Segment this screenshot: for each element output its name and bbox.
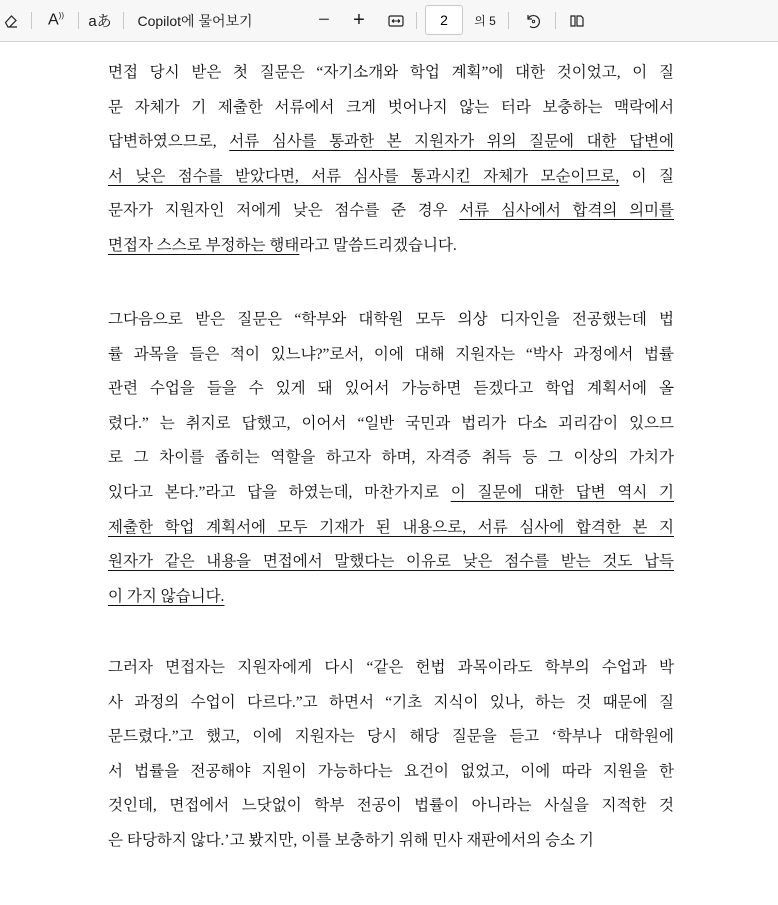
text-segment: 문 자체가 기 제출한 서류에서 크게 벗어나지 않는 터라 보충하는 맥락에서 (108, 98, 674, 116)
translate-button[interactable] (86, 0, 114, 41)
divider (508, 12, 509, 29)
text-segment: 그다음으로 받은 질문은 “학부와 대학원 모두 의상 디자인을 전공했는데 법 (108, 311, 674, 328)
text-line (108, 482, 674, 504)
zoom-in-button[interactable] (347, 0, 371, 41)
two-page-icon (569, 13, 585, 29)
text-segment: 이 질 (619, 167, 674, 185)
divider (31, 12, 32, 29)
translate-icon: aあ (88, 13, 112, 30)
text-line (108, 131, 674, 153)
underlined-text: 서류 심사를 통과한 본 지원자가 위의 질문에 대한 답변에 (229, 133, 674, 151)
text-segment: 로 그 차이를 좁히는 역할을 하고자 하며, 자격증 취득 등 그 이상의 가치가 (108, 449, 674, 467)
text-line (108, 657, 674, 679)
erase-button[interactable] (0, 0, 22, 41)
page-total-label: 의 5 (474, 14, 496, 28)
text-line (108, 235, 674, 257)
text-segment: 서 법률을 전공해야 지원이 가능하다는 요건이 없었고, 이에 따라 지원을 한 (108, 762, 674, 780)
text-segment: 있다고 본다.”라고 답을 하였는데, 마찬가지로 (108, 484, 451, 501)
text-segment: 률 과목을 들은 적이 있느냐?”로서, 이에 대해 지원자는 “박사 과정에서 법률 (108, 345, 674, 363)
fit-width-icon (388, 14, 404, 28)
text-line (108, 97, 674, 119)
pdf-toolbar (0, 0, 778, 42)
text-line (108, 62, 674, 84)
zoom-out-button[interactable] (312, 0, 336, 41)
text-segment: 문드렸다.”고 했고, 이에 지원자는 당시 해당 질문을 듣고 ‘학부나 대학원에 (108, 728, 674, 746)
text-line (108, 830, 674, 852)
divider (123, 12, 124, 29)
plus-icon: + (353, 9, 365, 31)
text-segment: 사 과정의 수업이 다르다.”고 하면서 “기초 지식이 있나, 하는 것 때문에 질 (108, 693, 674, 711)
text-line (108, 586, 674, 608)
copilot-button[interactable] (132, 0, 258, 41)
text-segment: 것인데, 면접에서 느닷없이 학부 전공이 법률이 아니라는 사실을 지적한 것 (108, 797, 674, 815)
underlined-text: 이 질문에 대한 답변 역시 기 (450, 484, 674, 501)
read-aloud-button[interactable] (42, 0, 70, 41)
text-line (108, 517, 674, 539)
fit-width-button[interactable] (383, 0, 409, 41)
page-number-input[interactable] (425, 5, 463, 35)
read-aloud-icon: A)) (48, 11, 64, 29)
underlined-text: 서 낮은 점수를 받았다면, 서류 심사를 통과시킨 자체가 모순이므로, (108, 167, 620, 185)
text-line (108, 795, 674, 817)
text-segment: 문자가 지원자인 저에게 낮은 점수를 준 경우 (108, 202, 460, 220)
underlined-text: 면접자 스스로 부정하는 행태 (108, 237, 300, 254)
underlined-text: 원자가 같은 내용을 면접에서 말했다는 이유로 낮은 점수를 받는 것도 납득 (108, 553, 674, 571)
text-segment: 렸다.” 는 취지로 답했고, 이어서 “일반 국민과 법리가 다소 괴리감이 있으므 (108, 414, 674, 432)
copilot-label: Copilot에 물어보기 (137, 12, 253, 29)
read-aloud-glyph: A (48, 11, 59, 29)
text-segment: 라고 말씀드리겠습니다. (299, 237, 457, 254)
underlined-text: 서류 심사에서 합격의 의미를 (459, 202, 674, 220)
underlined-text: 제출한 학업 계획서에 모두 기재가 된 내용으로, 서류 심사에 합격한 본 지 (108, 518, 674, 536)
page-view-button[interactable] (564, 0, 590, 41)
text-line (108, 200, 674, 222)
text-line (108, 726, 674, 748)
rotate-button[interactable] (520, 0, 546, 41)
divider (78, 12, 79, 29)
text-segment: 답변하였으므로, (108, 133, 230, 151)
divider (555, 12, 556, 29)
text-segment: 관련 수업을 들을 수 있게 돼 있어서 가능하면 듣겠다고 학업 계획서에 올 (108, 380, 674, 398)
eraser-icon (3, 13, 19, 29)
divider (416, 12, 417, 29)
text-line (108, 551, 674, 573)
rotate-icon (525, 13, 541, 29)
text-line (108, 309, 674, 331)
text-line (108, 166, 674, 188)
text-line (108, 447, 674, 469)
text-line (108, 344, 674, 366)
page-total (470, 0, 500, 41)
text-line (108, 378, 674, 400)
text-segment: 그러자 면접자는 지원자에게 다시 “같은 헌법 과목이라도 학부의 수업과 박 (108, 659, 674, 676)
minus-icon: − (318, 9, 330, 31)
underlined-text: 이 가지 않습니다. (108, 587, 225, 605)
text-line (108, 761, 674, 783)
text-segment: 면접 당시 받은 첫 질문은 “자기소개와 학업 계획”에 대한 것이었고, 이 질 (108, 64, 674, 81)
text-line (108, 692, 674, 714)
text-segment: 은 타당하지 않다.’고 봤지만, 이를 보충하기 위해 민사 재판에서의 승소 기 (108, 832, 594, 849)
text-line (108, 413, 674, 435)
